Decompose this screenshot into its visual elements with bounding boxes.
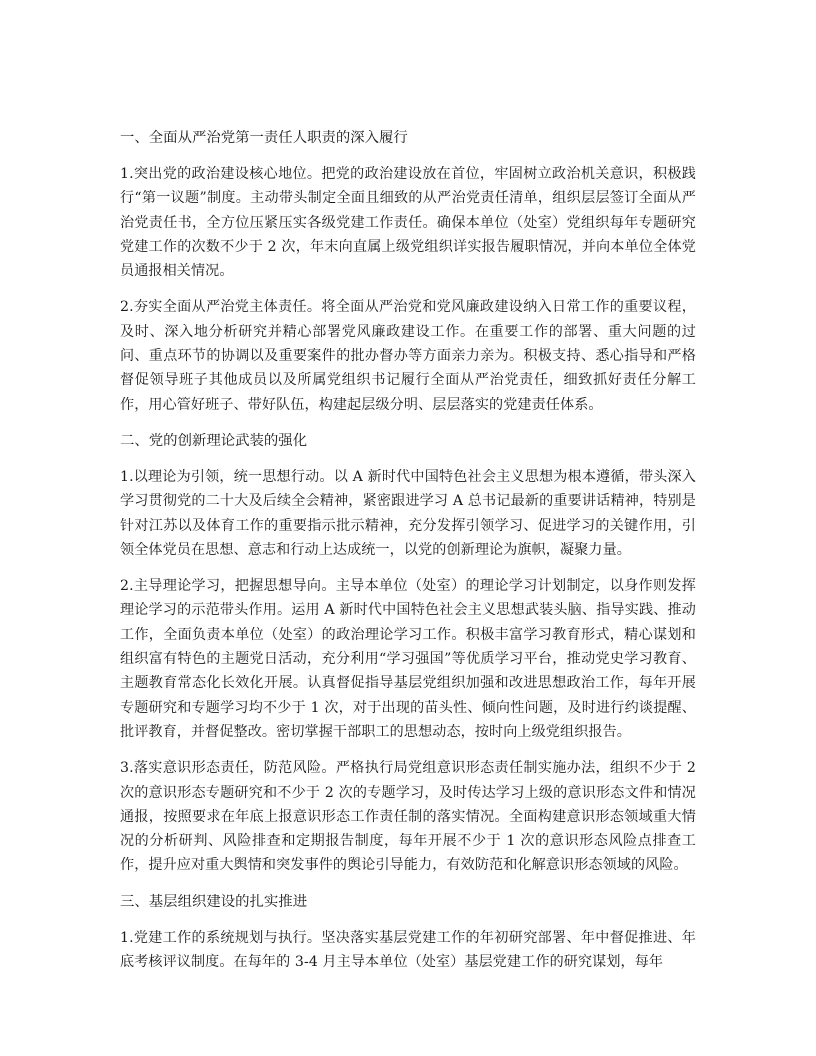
document-page [120, 126, 696, 986]
section-heading: 一、全面从严治党第一责任人职责的深入履行 [120, 130, 408, 146]
section-heading: 三、基层组织建设的扎实推进 [120, 893, 308, 910]
section-2 [120, 429, 696, 878]
paragraph: 1.党建工作的系统规划与执行。坚决落实基层党建工作的年初研究部署、年中督促推进、年底考核评议制度。在每年的 3-4 月主导本单位（处室）基层党建工作的研究谋划，每年 [120, 929, 696, 971]
section-1 [120, 126, 696, 417]
section-3 [120, 890, 696, 975]
section-heading: 二、党的创新理论武装的强化 [120, 432, 308, 449]
paragraph: 1.突出党的政治建设核心地位。把党的政治建设放在首位，牢固树立政治机关意识，积极践行“第一议题”制度。主动带头制定全面且细致的从严治党责任清单，组织层层签订全面从严治党责任书，全方位压紧压实各级党建工作责任。确保本单位（处室）党组织每年专题研究党建工作的次数不少于 2 次，年末向直属上级党组织详实报告履职情况，并向本单位全体党员通报相关情况。 [120, 166, 696, 280]
paragraph: 2.主导理论学习，把握思想导向。主导本单位（处室）的理论学习计划制定，以身作则发挥理论学习的示范带头作用。运用 A 新时代中国特色社会主义思想武装头脑、指导实践、推动工作，全面负责本单位（处室）的政治理论学习工作。积极丰富学习教育形式，精心谋划和组织富有特色的主题党日活动，充分利用“学习强国”等优质学习平台，推动党史学习教育、主题教育常态化长效化开展。认真督促指导基层党组织加强和改进思想政治工作，每年开展专题研究和专题学习均不少于 1 次，对于出现的苗头性、倾向性问题，及时进行约谈提醒、批评教育，并督促整改。密切掌握干部职工的思想动态，按时向上级党组织报告。 [120, 578, 696, 740]
paragraph: 3.落实意识形态责任，防范风险。严格执行局党组意识形态责任制实施办法，组织不少于 2 次的意识形态专题研究和不少于 2 次的专题学习，及时传达学习上级的意识形态文件和情况通报，按照要求在年底上报意识形态工作责任制的落实情况。全面构建意识形态领域重大情况的分析研判、风险排查和定期报告制度，每年开展不少于 1 次的意识形态风险点排查工作，提升应对重大舆情和突发事件的舆论引导能力，有效防范和化解意识形态领域的风险。 [120, 760, 696, 874]
paragraph: 1.以理论为引领，统一思想行动。以 A 新时代中国特色社会主义思想为根本遵循，带头深入学习贯彻党的二十大及后续全会精神，紧密跟进学习 A 总书记最新的重要讲话精神，特别是针对江苏以及体育工作的重要指示批示精神，充分发挥引领学习、促进学习的关键作用，引领全体党员在思想、意志和行动上达成统一，以党的创新理论为旗帜，凝聚力量。 [120, 468, 696, 558]
paragraph: 2.夯实全面从严治党主体责任。将全面从严治党和党风廉政建设纳入日常工作的重要议程，及时、深入地分析研究并精心部署党风廉政建设工作。在重要工作的部署、重大问题的过问、重点环节的协调以及重要案件的批办督办等方面亲力亲为。积极支持、悉心指导和严格督促领导班子其他成员以及所属党组织书记履行全面从严治党责任，细致抓好责任分解工作，用心管好班子、带好队伍，构建起层级分明、层层落实的党建责任体系。 [120, 299, 696, 413]
